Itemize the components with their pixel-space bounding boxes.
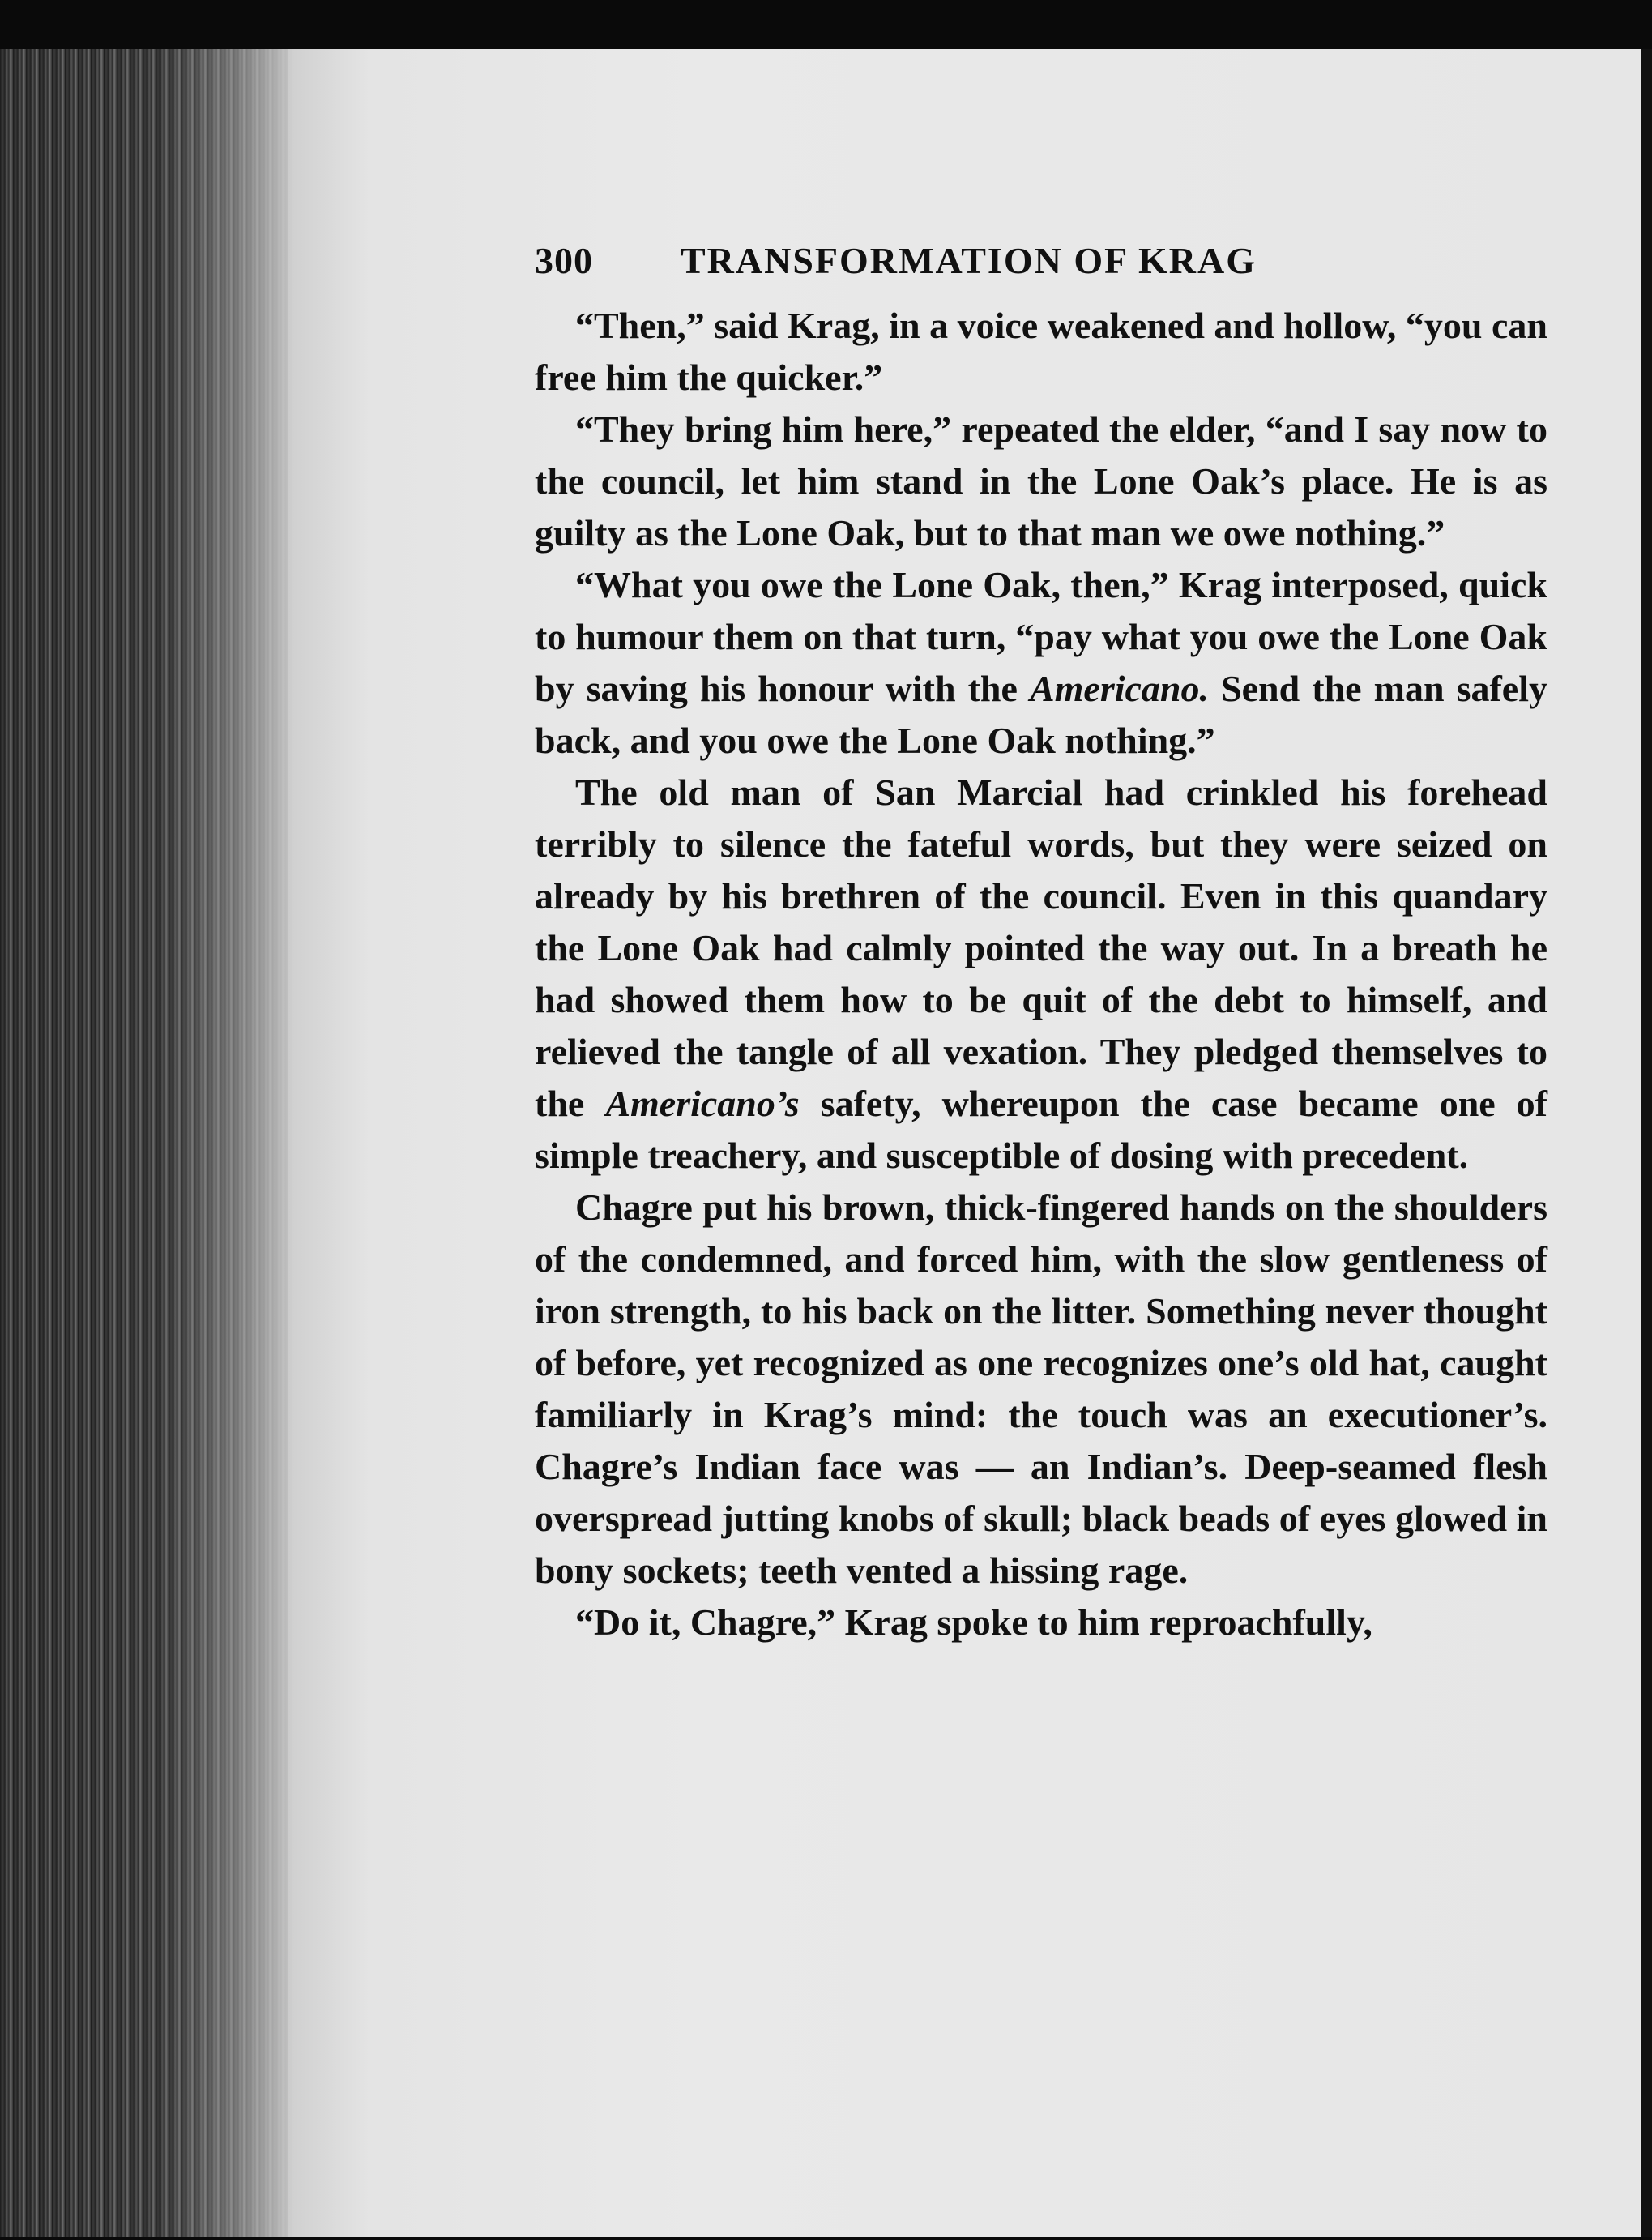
text-segment: The old man of San Marcial had crinkled his forehead terribly to silence the fateful words, but they were seized on already by his brethren of the council. Even in this quandary the Lone Oak had calmly pointed the way out. In a breath he had showed them how to be quit of the debt to himself, and relieved the tangle of all vexation. They pledged themselves to the bbox=[535, 772, 1547, 1124]
text-block bbox=[535, 235, 1547, 1648]
page-number: 300 bbox=[535, 240, 593, 281]
paragraph bbox=[535, 1597, 1547, 1648]
paragraph bbox=[535, 559, 1547, 767]
text-segment: “Do it, Chagre,” Krag spoke to him reproachfully, bbox=[575, 1601, 1372, 1643]
paragraph bbox=[535, 767, 1547, 1182]
text-segment: “What you owe the Lone Oak, then,” Krag interposed, quick to humour them on that turn, “pay what you owe the Lone Oak by saving his honour with the bbox=[535, 564, 1547, 709]
text-segment: “Then,” said Krag, in a voice weakened and hollow, “you can free him the quicker.” bbox=[535, 305, 1547, 398]
text-segment: Chagre put his brown, thick-fingered hands on the shoulders of the condemned, and forced him, with the slow gentleness of iron strength, to his back on the litter. Something never thought of before, yet recognized as one recognizes one’s old hat, caught familiarly in Krag’s mind: the touch was an executioner’s. Chagre’s Indian face was — an Indian’s. Deep-seamed flesh overspread jutting knobs of skull; black beads of eyes glowed in bony sockets; teeth vented a hissing rage. bbox=[535, 1186, 1547, 1591]
italic-segment: Americano’s bbox=[605, 1083, 800, 1124]
body-text bbox=[535, 300, 1547, 1648]
text-segment: Send the man safely back, and you owe the Lone Oak nothing.” bbox=[535, 668, 1547, 761]
italic-segment: Americano. bbox=[1029, 668, 1210, 709]
paragraph bbox=[535, 1182, 1547, 1597]
text-segment: “They bring him here,” repeated the elder, “and I say now to the council, let him stand in the Lone Oak’s place. He is as guilty as the Lone Oak, but to that man we owe nothing.” bbox=[535, 408, 1547, 554]
right-margin-shadow bbox=[1641, 49, 1652, 2237]
running-title: TRANSFORMATION OF KRAG bbox=[681, 240, 1257, 281]
text-segment: safety, whereupon the case became one of simple treachery, and susceptible of dosing with precedent. bbox=[535, 1083, 1547, 1176]
paragraph bbox=[535, 300, 1547, 404]
running-head bbox=[535, 235, 1547, 287]
paragraph bbox=[535, 404, 1547, 559]
binding-shadow bbox=[162, 49, 292, 2237]
